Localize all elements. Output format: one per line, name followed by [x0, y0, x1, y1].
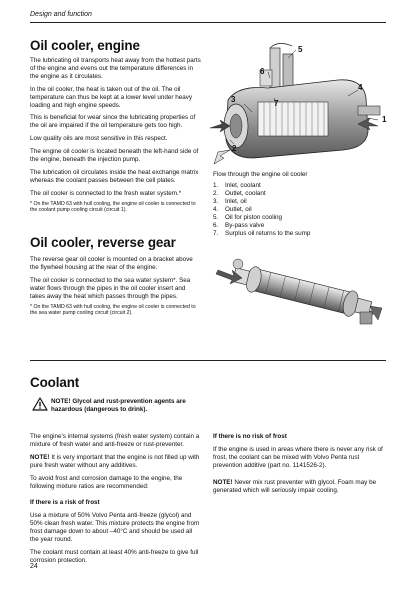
legend-item: 4. Outlet, oil — [213, 206, 252, 213]
paragraph: In the oil cooler, the heat is taken out of the oil. The oil temperature can thus be kept at a lower level under heavy loading and high engine speeds. — [30, 85, 193, 109]
section-rule — [30, 360, 386, 361]
paragraph: If the engine is used in areas where there is never any risk of frost, the coolant can be mixed with Volvo Penta rust prevention additive (part no. 1141526-2). — [213, 445, 383, 469]
section-title-coolant: Coolant — [30, 375, 80, 390]
paragraph: The reverse gear oil cooler is mounted on a bracket above the flywheel housing at the rear of the engine. — [30, 256, 193, 271]
callout-6: 6 — [260, 67, 265, 76]
callout-4: 4 — [358, 83, 363, 92]
callout-2: 2 — [232, 144, 237, 153]
legend-item: 6. By-pass valve — [213, 222, 265, 229]
legend-item: 3. Inlet, oil — [213, 198, 247, 205]
paragraph: Low quality oils are most sensitive in this respect. — [30, 135, 168, 143]
legend-item: 2. Outlet, coolant — [213, 190, 266, 197]
paragraph: The coolant must contain at least 40% anti-freeze to give full corrosion protection. — [30, 548, 199, 564]
paragraph: NOTE! It is very important that the engine is not filled up with pure fresh water without any additives. — [30, 453, 200, 469]
reverse-gear-oil-cooler-illustration — [212, 252, 388, 330]
paragraph: The lubrication oil circulates inside the heat exchange matrix whereas the coolant passes between the cell plates. — [30, 168, 199, 184]
paragraph: The engine oil cooler is located beneath the left-hand side of the engine, beneath the injection pump. — [30, 148, 199, 164]
legend-item: 5. Oil for piston cooling — [213, 214, 283, 221]
paragraph: Use a mixture of 50% Volvo Penta anti-freeze (glycol) and 50% clean fresh water. This mixture protects the engine from frost damage down to about –40°C and should be used all the year round. — [30, 512, 200, 544]
page-number: 24 — [30, 563, 38, 570]
legend-item: 1. Inlet, coolant — [213, 182, 261, 189]
header-rule — [30, 22, 386, 23]
warning-text: NOTE! Glycol and rust-prevention agents are hazardous (dangerous to drink). — [51, 398, 186, 413]
paragraph: The oil cooler is connected to the sea water system*. Sea water flows through the pipes in the oil cooler insert and takes away the heat which passes through the pipes. — [30, 276, 191, 300]
footnote: * On the TAMD 63 with hull cooling, the engine oil cooler is connected to the sea water pump cooling circuit (circuit 2). — [30, 303, 196, 316]
paragraph: This is beneficial for wear since the lubricating properties of the oil are impaired if the oil temperature gets too high. — [30, 114, 196, 130]
callout-7: 7 — [274, 99, 279, 108]
coolant-right-column — [213, 433, 388, 499]
running-header: Design and function — [30, 11, 92, 18]
subheading-no-frost: If there is no risk of frost — [213, 433, 287, 440]
section1-body — [30, 57, 202, 218]
legend-item: 7. Surplus oil returns to the sump — [213, 230, 311, 237]
subheading-frost: If there is a risk of frost — [30, 499, 100, 507]
section2-body — [30, 256, 202, 321]
paragraph: The engine’s internal systems (fresh water system) contain a mixture of fresh water and anti-freeze or rust-preventer. — [30, 433, 200, 448]
paragraph: The lubricating oil transports heat away from the hottest parts of the engine and evens out the temperature differences in the engine as it circulates. — [30, 57, 201, 80]
section-title-oil-cooler-reverse-gear: Oil cooler, reverse gear — [30, 235, 176, 250]
section-title-oil-cooler-engine: Oil cooler, engine — [30, 38, 140, 53]
coolant-left-column — [30, 433, 202, 570]
callout-5: 5 — [298, 45, 303, 54]
figure-legend — [213, 182, 310, 238]
callout-3: 3 — [231, 95, 236, 104]
callout-1: 1 — [382, 115, 387, 124]
warning-icon — [32, 397, 48, 411]
paragraph: To avoid frost and corrosion damage to the engine, the following mixture ratios are recommended: — [30, 474, 183, 490]
paragraph: NOTE! Never mix rust preventer with glycol. Foam may be generated which will seriously impair cooling. — [213, 478, 377, 494]
oil-cooler-illustration — [208, 40, 388, 165]
figure-caption: Flow through the engine oil cooler — [213, 171, 308, 178]
paragraph: The oil cooler is connected to the fresh water system.* — [30, 189, 182, 197]
footnote: * On the TAMD 63 with hull cooling, the engine oil cooler is connected to the coolant pump cooling circuit (circuit 1). — [30, 200, 196, 213]
